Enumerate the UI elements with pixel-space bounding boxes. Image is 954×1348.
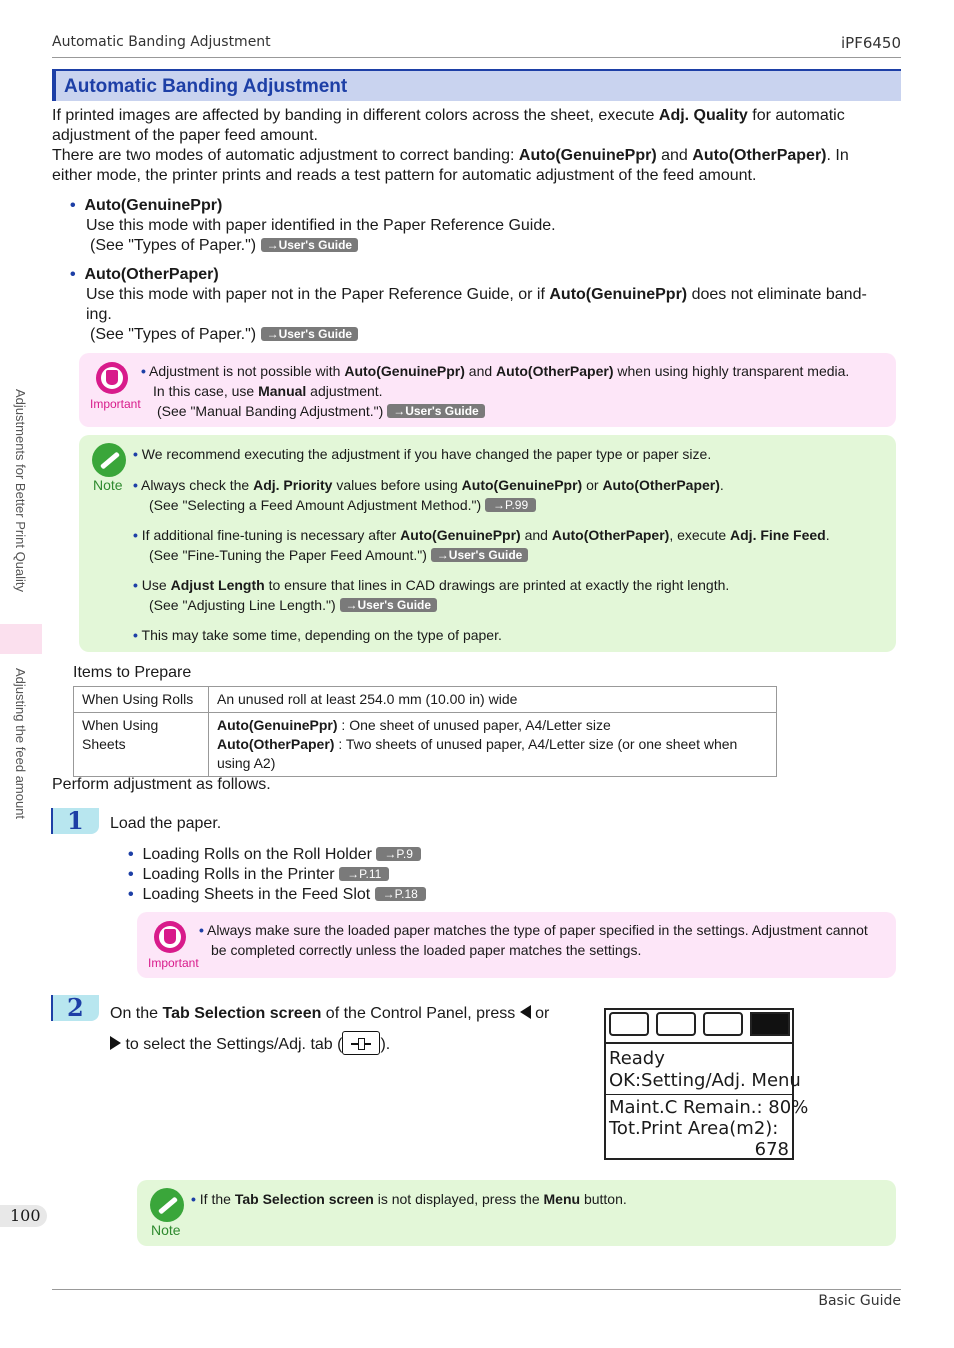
users-guide-link[interactable]: →User's Guide xyxy=(387,404,485,418)
prepare-heading: Items to Prepare xyxy=(73,664,192,681)
note-pencil-icon xyxy=(150,1188,184,1222)
users-guide-link[interactable]: →User's Guide xyxy=(261,327,359,341)
right-arrow-icon xyxy=(110,1036,121,1050)
side-tab-marker xyxy=(0,624,42,654)
footer-divider xyxy=(52,1289,901,1290)
page-link[interactable]: →P.99 xyxy=(485,498,536,512)
running-header: Automatic Banding Adjustment xyxy=(52,34,271,50)
users-guide-link[interactable]: →User's Guide xyxy=(431,548,529,562)
page-link[interactable]: →P.9 xyxy=(376,847,420,861)
note-pencil-icon xyxy=(92,443,126,477)
mode-genuine: • Auto(GenuinePpr) Use this mode with paper identified in the Paper Reference Guide. (See "Types of Paper.") →User's Guide xyxy=(70,197,556,254)
settings-adj-tab-icon xyxy=(342,1031,380,1055)
page-number-tab xyxy=(0,1205,47,1227)
header-divider xyxy=(52,57,901,58)
important-box: Important • Always make sure the loaded paper matches the type of paper specified in the settings. Adjustment cannot be completed correctly unless the loaded paper matches the settings. xyxy=(137,912,896,978)
step2-text: On the Tab Selection screen of the Control Panel, press or to select the Settings/Adj. tab ( ). xyxy=(110,1005,550,1053)
important-icon xyxy=(96,362,128,394)
intro-text: If printed images are affected by banding in different colors across the sheet, execute Adj. Quality for automatic adjustment of the paper feed amount. There are two modes of automatic adjustment to correct banding: Auto(GenuinePpr) and Auto(OtherPaper). In either mode, the printer prints and reads a test pattern for automatic adjustment of the feed amount. xyxy=(52,107,849,184)
table-row: When Using Rolls An unused roll at least 254.0 mm (10.00 in) wide xyxy=(74,687,777,713)
step-number: 1 xyxy=(51,808,99,834)
job-tab-icon xyxy=(703,1012,743,1036)
page-link[interactable]: →P.11 xyxy=(339,867,389,881)
paper-tab-icon xyxy=(609,1012,649,1036)
note-box: Note • If the Tab Selection screen is not displayed, press the Menu button. xyxy=(137,1180,896,1246)
step1-links: • Loading Rolls on the Roll Holder →P.9 • Loading Rolls in the Printer →P.11 • Loading Sheets in the Feed Slot →P.18 xyxy=(128,845,426,905)
prepare-table xyxy=(73,686,777,777)
settings-adj-tab-icon xyxy=(750,1012,790,1036)
side-chapter-label: Adjustments for Better Print Quality xyxy=(13,389,28,593)
side-section-label: Adjusting the feed amount xyxy=(13,668,28,820)
perform-text: Perform adjustment as follows. xyxy=(52,776,271,793)
users-guide-link[interactable]: →User's Guide xyxy=(261,238,359,252)
table-row: When Using Sheets Auto(GenuinePpr) : One sheet of unused paper, A4/Letter size Auto(OtherPaper) : Two sheets of unused paper, A4/Letter size (or one sheet when using A2) xyxy=(74,713,777,777)
footer-title: Basic Guide xyxy=(818,1293,901,1309)
control-panel-display: Ready OK:Setting/Adj. Menu Maint.C Remain.: 80% Tot.Print Area(m2): 678 xyxy=(604,1008,794,1160)
section-title-bar xyxy=(52,69,901,101)
model-name: iPF6450 xyxy=(840,34,901,52)
important-box: Important • Adjustment is not possible with Auto(GenuinePpr) and Auto(OtherPaper) when using highly transparent media. In this case, use Manual adjustment. (See "Manual Banding Adjustment.") →User's Guide xyxy=(79,353,896,427)
left-arrow-icon xyxy=(520,1005,531,1019)
step1-text: Load the paper. xyxy=(110,815,222,832)
important-icon xyxy=(154,921,186,953)
ink-tab-icon xyxy=(656,1012,696,1036)
note-box: Note • We recommend executing the adjustment if you have changed the paper type or paper size. • Always check the Adj. Priority values before using Auto(GenuinePpr) or Auto(OtherPaper). (See "Selecting a Feed Amount Adjustment Method.") →P.99 • If additional fine-tuning is necessary after Auto(GenuinePpr) and Auto(OtherPaper), execute Adj. Fine Feed. (See "Fine-Tuning the Paper Feed Amount.") →User's Guide • Use Adjust Length to ensure that lines in CAD drawings are printed at exactly the right length. (See "Adjusting Line Length.") →User's Guide • This may take some time, depending on the type of paper. xyxy=(79,435,896,652)
page-title: Automatic Banding Adjustment xyxy=(64,76,348,97)
step-number: 2 xyxy=(51,995,99,1021)
page-link[interactable]: →P.18 xyxy=(375,887,426,901)
users-guide-link[interactable]: →User's Guide xyxy=(340,598,438,612)
page-number: 100 xyxy=(10,1206,41,1225)
mode-other: • Auto(OtherPaper) Use this mode with paper not in the Paper Reference Guide, or if Auto(GenuinePpr) does not eliminate band- ing. (See "Types of Paper.") →User's Guide xyxy=(70,266,867,343)
display-tabs xyxy=(606,1010,792,1044)
